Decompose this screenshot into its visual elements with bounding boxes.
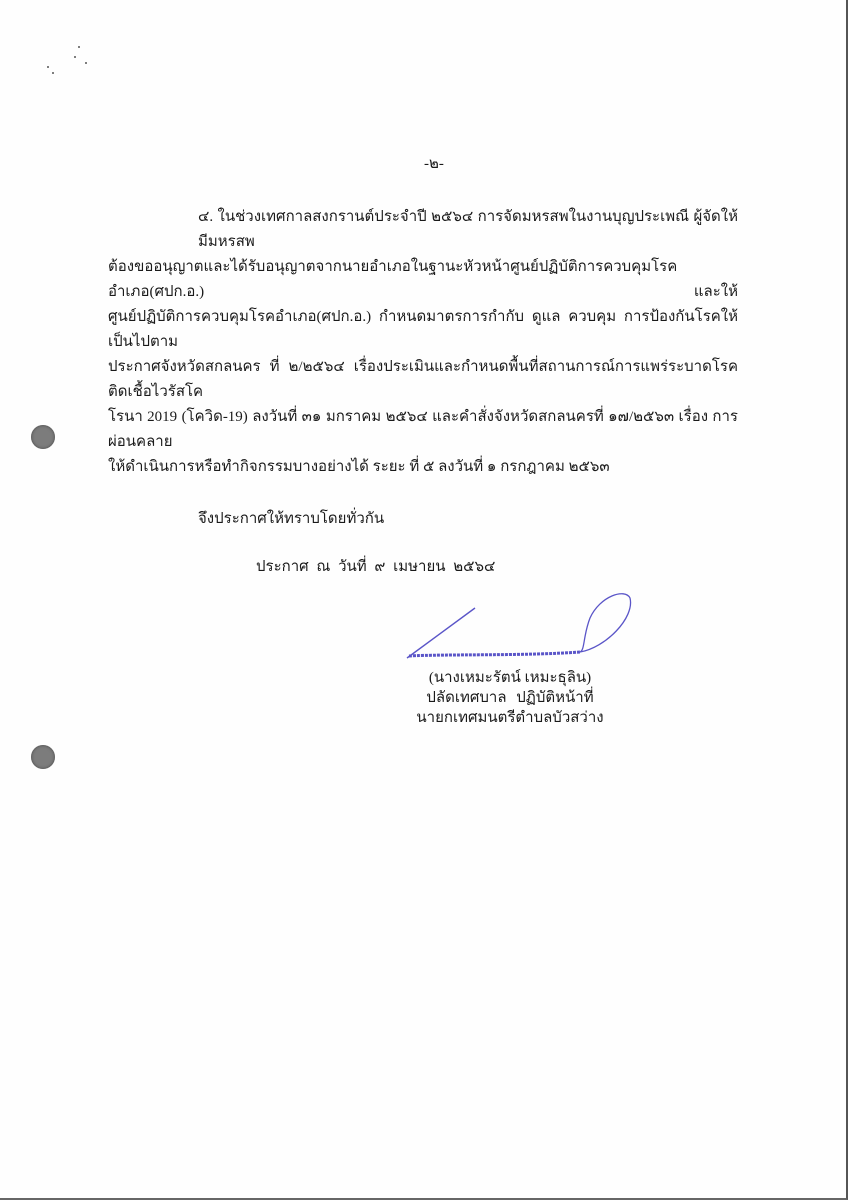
scan-speck [47,66,49,68]
signatory-title: นายกเทศมนตรีตำบลบัวสว่าง [416,710,604,726]
paragraph-line: ๔. ในช่วงเทศกาลสงกรานต์ประจำปี ๒๕๖๔ การจัดมหรสพในงานบุญประเพณี ผู้จัดให้มีมหรสพ [198,209,738,250]
signatory-position: ปลัดเทศบาล ปฏิบัติหน้าที่ [426,690,594,706]
announcement-date: ประกาศ ณ วันที่ ๙ เมษายน ๒๕๖๔ [256,559,496,575]
signatory-name: (นางเหมะรัตน์ เหมะธุลิน) [428,670,592,686]
paragraph-line: ต้องขออนุญาตและได้รับอนุญาตจากนายอำเภอในฐานะหัวหน้าศูนย์ปฏิบัติการควบคุมโรคอำเภอ(ศปก.อ.) และให้ [108,259,738,300]
paragraph-line: ประกาศจังหวัดสกลนคร ที่ ๒/๒๕๖๔ เรื่องประเมินและกำหนดพื้นที่สถานการณ์การแพร่ระบาดโรคติดเชื้อไวรัสโค [108,359,738,400]
punch-hole [31,745,55,769]
punch-hole [31,425,55,449]
scan-speck [74,56,76,58]
closing-statement: จึงประกาศให้ทราบโดยทั่วกัน [198,511,385,527]
scan-speck [78,46,80,48]
page-number: -๒- [424,156,444,172]
paragraph-line: ศูนย์ปฏิบัติการควบคุมโรคอำเภอ(ศปก.อ.) กำหนดมาตรการกำกับ ดูแล ควบคุม การป้องกันโรคให้เป็นไปตาม [108,309,738,350]
paragraph [108,205,738,480]
paragraph-line: โรนา 2019 (โควิด-19) ลงวันที่ ๓๑ มกราคม ๒๕๖๔ และคำสั่งจังหวัดสกลนครที่ ๑๗/๒๕๖๓ เรื่อง การผ่อนคลาย [108,409,738,450]
scan-speck [52,72,54,74]
paragraph-line: ให้ดำเนินการหรือทำกิจกรรมบางอย่างได้ ระยะ ที่ ๕ ลงวันที่ ๑ กรกฎาคม ๒๕๖๓ [108,459,610,475]
scan-speck [85,62,87,64]
signature [405,588,645,668]
